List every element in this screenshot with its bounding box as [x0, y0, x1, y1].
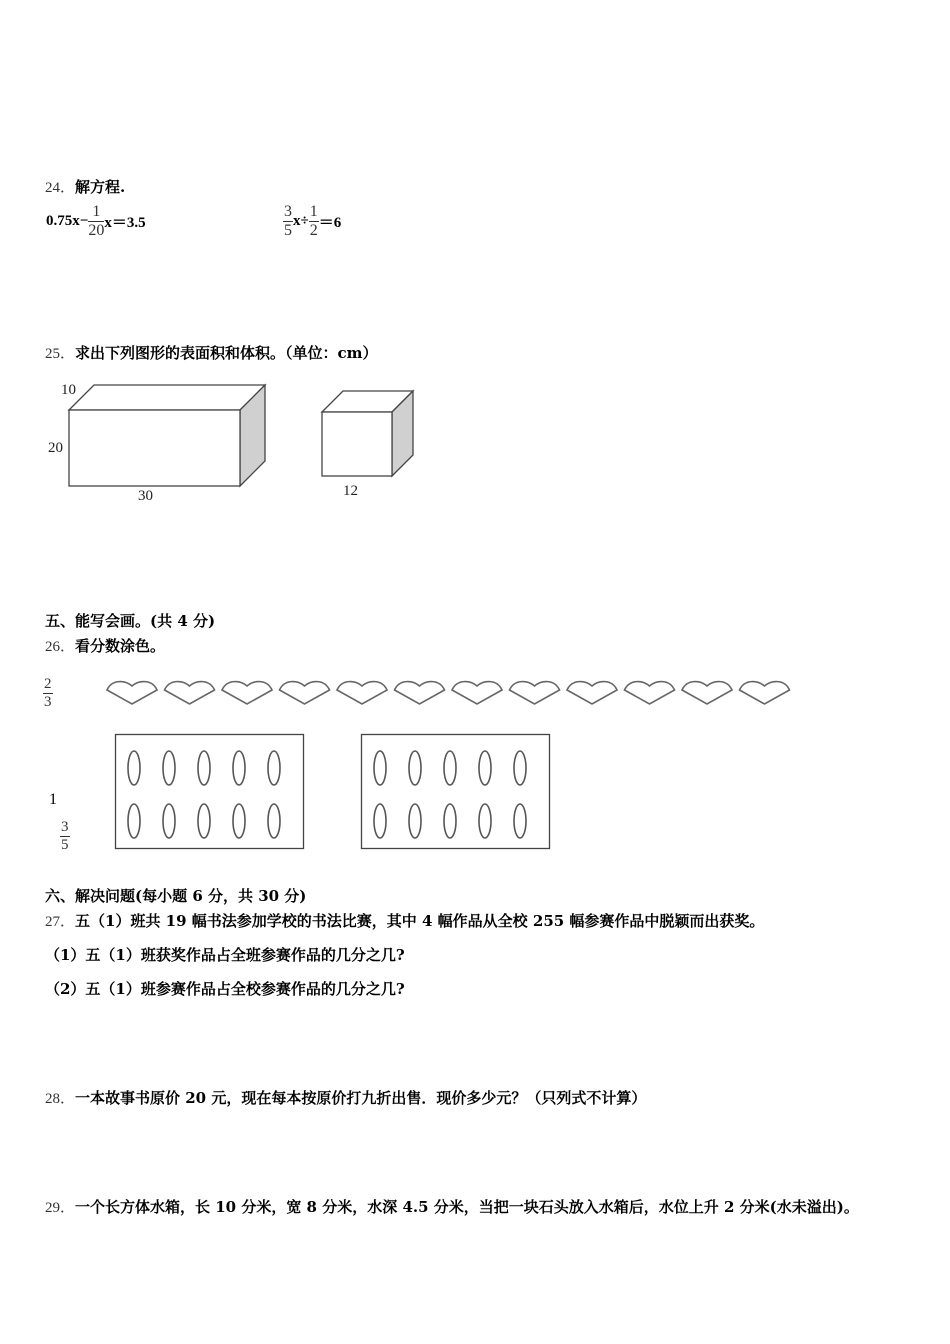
- oval-fraction: $\frac{3}{5}$: [61, 819, 69, 853]
- question-title: 求出下列图形的表面积和体积。（单位：cm）: [75, 344, 378, 362]
- oval-icon: [128, 751, 140, 785]
- cuboid-length-label: 30: [138, 488, 153, 504]
- oval-icon: [163, 751, 175, 785]
- oval-icon: [163, 804, 175, 838]
- heart-icon: [682, 682, 732, 704]
- question-title: 看分数涂色。: [75, 637, 166, 655]
- section-6-title: 六、解决问题(每小题 6 分，共 30 分): [45, 887, 307, 905]
- heart-icon: [165, 682, 215, 704]
- question-number: 24．: [45, 180, 76, 196]
- cuboid-depth-label: 10: [61, 382, 76, 398]
- question-27-sub-1: （1）五（1）班获奖作品占全班参赛作品的几分之几?: [45, 946, 405, 964]
- oval-box-1: [116, 735, 304, 849]
- oval-icon: [198, 751, 210, 785]
- heart-icon: [567, 682, 617, 704]
- heart-icon: [625, 682, 675, 704]
- hearts-row: [107, 682, 790, 704]
- equation-text: x＝3.5: [104, 215, 146, 231]
- question-27-sub-2: （2）五（1）班参赛作品占全校参赛作品的几分之几?: [45, 980, 405, 998]
- question-27: [45, 911, 764, 932]
- oval-icon: [268, 804, 280, 838]
- question-text: 一个长方体水箱，长 10 分米，宽 8 分米，水深 4.5 分米，当把一块石头放入水箱后，水位上升 2 分米(水未溢出)。: [75, 1198, 859, 1216]
- cuboid-height-label: 20: [48, 440, 63, 456]
- heart-icon: [395, 682, 445, 704]
- section-5-title: 五、能写会画。(共 4 分): [45, 612, 216, 630]
- oval-box-2: [362, 735, 550, 849]
- question-number: 28．: [45, 1091, 76, 1107]
- oval-icon: [409, 804, 421, 838]
- heart-icon: [107, 682, 157, 704]
- question-number: 29．: [45, 1200, 76, 1216]
- oval-icon: [479, 804, 491, 838]
- cube-edge-label: 12: [343, 483, 358, 499]
- oval-icon: [514, 804, 526, 838]
- question-28: [45, 1088, 646, 1109]
- question-number: 27．: [45, 914, 76, 930]
- oval-icon: [479, 751, 491, 785]
- heart-icon: [280, 682, 330, 704]
- question-number: 25．: [45, 346, 76, 362]
- question-26-heading: [45, 636, 165, 657]
- oval-icon: [128, 804, 140, 838]
- oval-icon: [374, 804, 386, 838]
- hearts-fraction: $\frac{2}{3}$: [44, 676, 52, 710]
- heart-icon: [740, 682, 790, 704]
- oval-icon: [409, 751, 421, 785]
- heart-icon: [222, 682, 272, 704]
- equation-text: ＝6: [318, 215, 342, 231]
- oval-whole-number: 1: [49, 791, 57, 808]
- oval-icon: [233, 751, 245, 785]
- cube-figure: [322, 391, 413, 476]
- question-text: 五（1）班共 19 幅书法参加学校的书法比赛，其中 4 幅作品从全校 255 幅参赛作品中脱颖而出获奖。: [75, 912, 765, 930]
- oval-icon: [374, 751, 386, 785]
- fraction: $\frac{3}{5}$: [284, 203, 292, 239]
- oval-icon: [268, 751, 280, 785]
- heart-icon: [510, 682, 560, 704]
- cuboid-figure: [69, 385, 265, 486]
- question-title: 解方程.: [75, 178, 126, 196]
- heart-icon: [452, 682, 502, 704]
- equation-text: x÷: [293, 213, 309, 229]
- question-text: 一本故事书原价 20 元，现在每本按原价打九折出售．现价多少元？（只列式不计算）: [75, 1089, 647, 1107]
- fraction: $\frac{1}{2}$: [309, 203, 318, 239]
- question-29: [45, 1197, 859, 1218]
- fraction: $\frac{1}{20}$: [88, 203, 105, 239]
- oval-icon: [198, 804, 210, 838]
- oval-icon: [233, 804, 245, 838]
- oval-icon: [444, 804, 456, 838]
- equation-text: 0.75x−: [46, 213, 89, 229]
- heart-icon: [337, 682, 387, 704]
- oval-icon: [514, 751, 526, 785]
- oval-icon: [444, 751, 456, 785]
- question-number: 26．: [45, 639, 76, 655]
